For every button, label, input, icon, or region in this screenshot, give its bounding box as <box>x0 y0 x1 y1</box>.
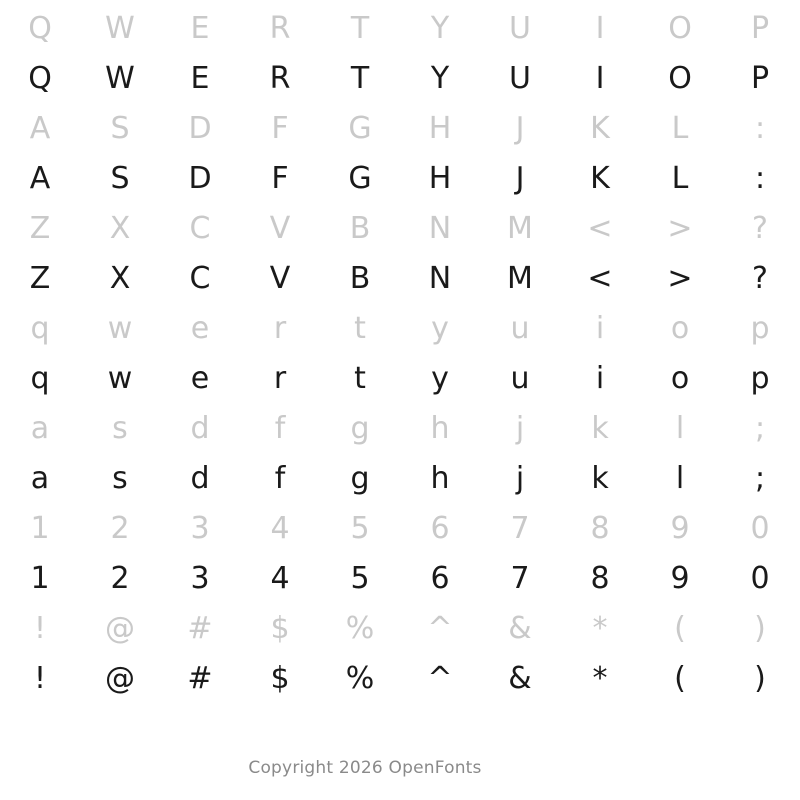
glyph-cell: > <box>667 261 693 296</box>
glyph-cell: s <box>112 411 128 446</box>
glyph-cell: a <box>30 461 50 496</box>
glyph-cell: * <box>592 611 608 646</box>
glyph-cell: A <box>29 111 51 146</box>
glyph-cell: # <box>187 611 213 646</box>
glyph-row <box>0 654 800 704</box>
glyph-cell: < <box>587 261 613 296</box>
glyph-cell: h <box>430 461 450 496</box>
glyph-cell: S <box>110 161 130 196</box>
glyph-cell: X <box>109 211 131 246</box>
glyph-row <box>0 104 800 154</box>
glyph-cell: 7 <box>510 561 530 596</box>
glyph-cell: : <box>754 161 766 196</box>
glyph-cell: G <box>348 111 372 146</box>
glyph-cell: @ <box>105 611 135 646</box>
glyph-cell: t <box>354 311 366 346</box>
glyph-row <box>0 54 800 104</box>
glyph-cell: p <box>750 361 770 396</box>
glyph-cell: W <box>105 61 135 96</box>
glyph-cell: H <box>428 161 452 196</box>
glyph-cell: g <box>350 461 370 496</box>
glyph-cell: 5 <box>350 561 370 596</box>
glyph-cell: B <box>349 211 371 246</box>
glyph-row <box>0 404 800 454</box>
glyph-cell: e <box>190 311 210 346</box>
glyph-row <box>0 504 800 554</box>
glyph-cell: Q <box>28 61 52 96</box>
glyph-cell: k <box>591 461 609 496</box>
glyph-cell: ! <box>33 611 47 646</box>
glyph-cell: D <box>188 111 212 146</box>
glyph-cell: ( <box>674 611 686 646</box>
glyph-cell: & <box>508 611 532 646</box>
glyph-cell: 3 <box>190 511 210 546</box>
glyph-cell: j <box>515 461 525 496</box>
glyph-cell: r <box>273 361 287 396</box>
glyph-cell: ^ <box>427 661 453 696</box>
glyph-cell: 3 <box>190 561 210 596</box>
glyph-row <box>0 554 800 604</box>
glyph-cell: $ <box>270 661 290 696</box>
glyph-cell: * <box>592 661 608 696</box>
glyph-cell: J <box>515 111 525 146</box>
glyph-cell: D <box>188 161 212 196</box>
glyph-cell: I <box>595 11 605 46</box>
glyph-cell: K <box>590 161 610 196</box>
glyph-cell: i <box>595 311 605 346</box>
glyph-cell: M <box>507 261 533 296</box>
glyph-cell: w <box>107 311 133 346</box>
glyph-cell: u <box>510 361 530 396</box>
glyph-cell: 1 <box>30 561 50 596</box>
glyph-cell: k <box>591 411 609 446</box>
glyph-cell: 8 <box>590 511 610 546</box>
glyph-cell: ? <box>752 211 768 246</box>
glyph-cell: I <box>595 61 605 96</box>
glyph-cell: T <box>350 61 370 96</box>
glyph-cell: C <box>189 211 211 246</box>
glyph-row <box>0 4 800 54</box>
glyph-row <box>0 204 800 254</box>
glyph-cell: ? <box>752 261 768 296</box>
glyph-cell: r <box>273 311 287 346</box>
glyph-cell: ) <box>754 661 766 696</box>
glyph-cell: R <box>269 61 291 96</box>
glyph-cell: 7 <box>510 511 530 546</box>
glyph-cell: ) <box>754 611 766 646</box>
glyph-cell: Q <box>28 11 52 46</box>
glyph-cell: L <box>671 161 689 196</box>
glyph-cell: O <box>668 61 692 96</box>
glyph-cell: V <box>269 261 291 296</box>
glyph-cell: V <box>269 211 291 246</box>
glyph-cell: R <box>269 11 291 46</box>
glyph-cell: P <box>750 61 770 96</box>
glyph-cell: S <box>110 111 130 146</box>
glyph-cell: W <box>105 11 135 46</box>
glyph-cell: i <box>595 361 605 396</box>
glyph-cell: 6 <box>430 561 450 596</box>
glyph-cell: 4 <box>270 561 290 596</box>
glyph-cell: f <box>274 411 286 446</box>
glyph-cell: w <box>107 361 133 396</box>
glyph-cell: h <box>430 411 450 446</box>
glyph-cell: f <box>274 461 286 496</box>
glyph-cell: J <box>515 161 525 196</box>
glyph-row <box>0 254 800 304</box>
glyph-cell: ; <box>754 411 766 446</box>
glyph-cell: d <box>190 411 210 446</box>
glyph-cell: : <box>754 111 766 146</box>
glyph-cell: 2 <box>110 511 130 546</box>
glyph-cell: F <box>271 111 289 146</box>
glyph-cell: H <box>428 111 452 146</box>
glyph-row <box>0 454 800 504</box>
glyph-row <box>0 604 800 654</box>
glyph-cell: 6 <box>430 511 450 546</box>
glyph-cell: $ <box>270 611 290 646</box>
glyph-cell: o <box>670 361 690 396</box>
glyph-cell: s <box>112 461 128 496</box>
glyph-cell: G <box>348 161 372 196</box>
glyph-cell: N <box>428 261 452 296</box>
glyph-cell: e <box>190 361 210 396</box>
glyph-cell: q <box>30 361 50 396</box>
glyph-cell: q <box>30 311 50 346</box>
glyph-cell: E <box>190 11 210 46</box>
glyph-cell: u <box>510 311 530 346</box>
glyph-cell: ; <box>754 461 766 496</box>
glyph-cell: 9 <box>670 561 690 596</box>
glyph-cell: N <box>428 211 452 246</box>
glyph-cell: B <box>349 261 371 296</box>
glyph-cell: d <box>190 461 210 496</box>
glyph-row <box>0 304 800 354</box>
glyph-cell: y <box>431 311 449 346</box>
glyph-cell: j <box>515 411 525 446</box>
glyph-cell: Z <box>29 261 51 296</box>
glyph-cell: 4 <box>270 511 290 546</box>
glyph-cell: ^ <box>427 611 453 646</box>
glyph-cell: U <box>509 61 531 96</box>
glyph-cell: ( <box>674 661 686 696</box>
glyph-cell: P <box>750 11 770 46</box>
copyright-notice: Copyright 2026 OpenFonts <box>248 758 482 778</box>
glyph-cell: l <box>675 461 685 496</box>
glyph-cell: # <box>187 661 213 696</box>
glyph-cell: & <box>508 661 532 696</box>
glyph-cell: F <box>271 161 289 196</box>
glyph-cell: > <box>667 211 693 246</box>
glyph-cell: K <box>590 111 610 146</box>
glyph-cell: C <box>189 261 211 296</box>
glyph-cell: 8 <box>590 561 610 596</box>
glyph-cell: % <box>345 611 375 646</box>
glyph-cell: Z <box>29 211 51 246</box>
glyph-cell: l <box>675 411 685 446</box>
glyph-cell: 5 <box>350 511 370 546</box>
glyph-cell: E <box>190 61 210 96</box>
glyph-cell: U <box>509 11 531 46</box>
glyph-cell: 1 <box>30 511 50 546</box>
glyph-cell: A <box>29 161 51 196</box>
glyph-cell: M <box>507 211 533 246</box>
glyph-cell: O <box>668 11 692 46</box>
glyph-cell: L <box>671 111 689 146</box>
glyph-cell: T <box>350 11 370 46</box>
glyph-cell: Y <box>430 61 450 96</box>
glyph-cell: g <box>350 411 370 446</box>
glyph-cell: t <box>354 361 366 396</box>
glyph-cell: y <box>431 361 449 396</box>
glyph-cell: 9 <box>670 511 690 546</box>
glyph-cell: ! <box>33 661 47 696</box>
glyph-cell: p <box>750 311 770 346</box>
glyph-cell: < <box>587 211 613 246</box>
glyph-cell: 0 <box>750 561 770 596</box>
glyph-row <box>0 354 800 404</box>
glyph-cell: X <box>109 261 131 296</box>
glyph-cell: @ <box>105 661 135 696</box>
glyph-cell: 0 <box>750 511 770 546</box>
glyph-cell: a <box>30 411 50 446</box>
glyph-cell: % <box>345 661 375 696</box>
glyph-cell: Y <box>430 11 450 46</box>
glyph-cell: o <box>670 311 690 346</box>
glyph-row <box>0 154 800 204</box>
glyph-cell: 2 <box>110 561 130 596</box>
